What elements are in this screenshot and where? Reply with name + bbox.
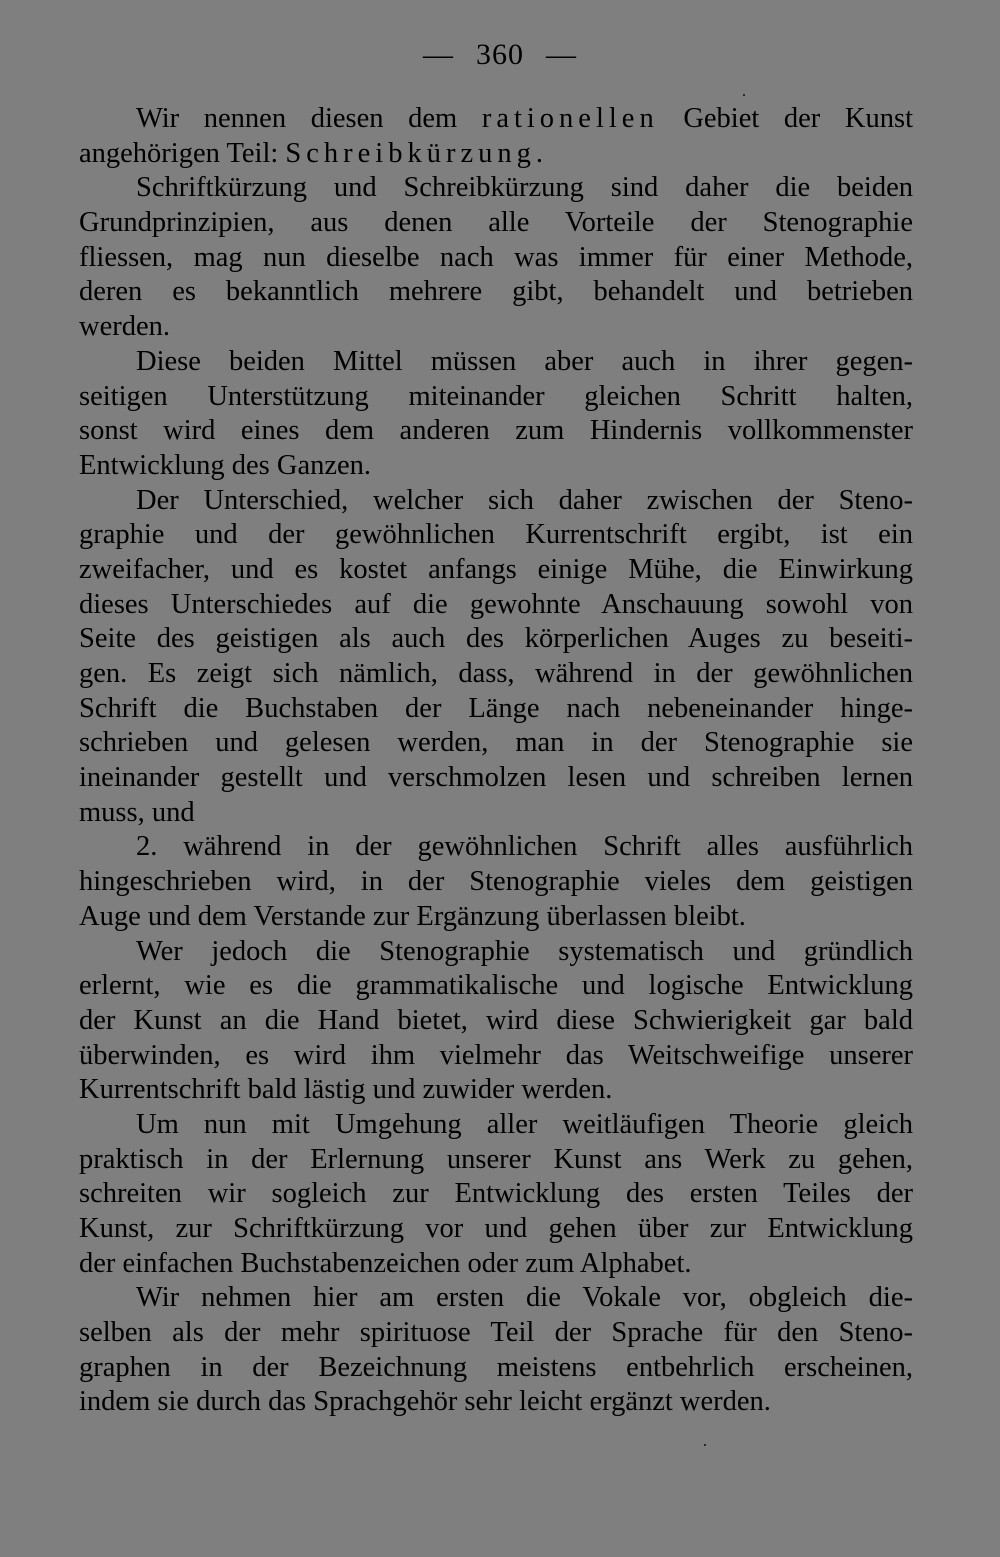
text-line: graphen in der Bezeichnung meistens entbehrlich erscheinen, (79, 1351, 913, 1383)
text-line: Kurrentschrift bald lästig und zuwider werden. (79, 1074, 613, 1106)
page-header (0, 38, 1000, 72)
text-line: sonst wird eines dem anderen zum Hindernis vollkommenster (79, 415, 913, 447)
text-line: Entwicklung des Ganzen. (79, 449, 372, 481)
emphasized-word: Schreibkürzung. (285, 137, 548, 169)
text-line: schrieben und gelesen werden, man in der Stenographie sie (79, 727, 913, 759)
text-line: der Kunst an die Hand bietet, wird diese Schwierigkeit gar bald (79, 1004, 913, 1036)
header-dash-left: — (423, 38, 454, 71)
text-line: der einfachen Buchstabenzeichen oder zum Alphabet. (79, 1247, 692, 1279)
text-run: Wir nennen diesen dem (136, 103, 482, 134)
text-line: graphie und der gewöhnlichen Kurrentschrift ergibt, ist ein (79, 519, 913, 551)
text-line: erlernt, wie es die grammatikalische und logische Entwicklung (79, 970, 913, 1002)
text-line: dieses Unterschiedes auf die gewohnte Anschauung sowohl von (79, 588, 913, 620)
text-line: gen. Es zeigt sich nämlich, dass, während in der gewöhnlichen (79, 658, 913, 689)
text-line: Auge und dem Verstande zur Ergänzung überlassen bleibt. (79, 900, 746, 932)
text-line: werden. (79, 311, 170, 343)
scan-speck (704, 1444, 706, 1446)
text-line: Kunst, zur Schriftkürzung vor und gehen über zur Entwicklung (79, 1213, 913, 1244)
emphasized-word: rationellen (481, 103, 659, 134)
text-line: muss, und (79, 796, 195, 828)
text-line: seitigen Unterstützung miteinander gleichen Schritt halten, (79, 380, 913, 412)
page-body (79, 102, 913, 1420)
text-line: Schrift die Buchstaben der Länge nach nebeneinander hinge- (79, 692, 913, 724)
text-line: Schriftkürzung und Schreibkürzung sind daher die beiden (136, 172, 913, 204)
text-line: fliessen, mag nun dieselbe nach was immer für einer Methode, (79, 241, 913, 273)
text-line: überwinden, es wird ihm vielmehr das Weitschweifige unserer (79, 1039, 913, 1071)
text-line (79, 137, 913, 172)
text-line: Wer jedoch die Stenographie systematisch und gründlich (136, 935, 913, 967)
text-line: Um nun mit Umgehung aller weitläufigen Theorie gleich (136, 1108, 913, 1140)
text-line: hingeschrieben wird, in der Stenographie vieles dem geistigen (79, 866, 913, 898)
text-line: praktisch in der Erlernung unserer Kunst ans Werk zu gehen, (79, 1143, 913, 1175)
text-line (79, 102, 913, 137)
text-line: schreiten wir sogleich zur Entwicklung des ersten Teiles der (79, 1178, 913, 1210)
page-number: 360 (476, 38, 524, 71)
text-line: Grundprinzipien, aus denen alle Vorteile der Stenographie (79, 207, 913, 239)
text-line: ineinander gestellt und verschmolzen lesen und schreiben lernen (79, 762, 913, 794)
scan-speck (743, 94, 745, 96)
text-line: Wir nehmen hier am ersten die Vokale vor, obgleich die- (136, 1282, 913, 1314)
text-line: zweifacher, und es kostet anfangs einige Mühe, die Einwirkung (79, 553, 913, 585)
text-line: Seite des geistigen als auch des körperlichen Auges zu beseiti- (79, 623, 913, 655)
text-line: indem sie durch das Sprachgehör sehr leicht ergänzt werden. (79, 1386, 771, 1418)
text-line: Der Unterschied, welcher sich daher zwischen der Steno- (136, 484, 913, 516)
text-run: angehörigen Teil: (79, 137, 286, 169)
header-dash-right: — (546, 38, 577, 71)
text-run: Gebiet der Kunst (658, 103, 914, 134)
text-line: 2. während in der gewöhnlichen Schrift alles ausführlich (136, 831, 913, 863)
text-line: Diese beiden Mittel müssen aber auch in ihrer gegen- (136, 345, 913, 377)
text-line: selben als der mehr spirituose Teil der Sprache für den Steno- (79, 1317, 913, 1349)
text-line: deren es bekanntlich mehrere gibt, behandelt und betrieben (79, 276, 913, 308)
